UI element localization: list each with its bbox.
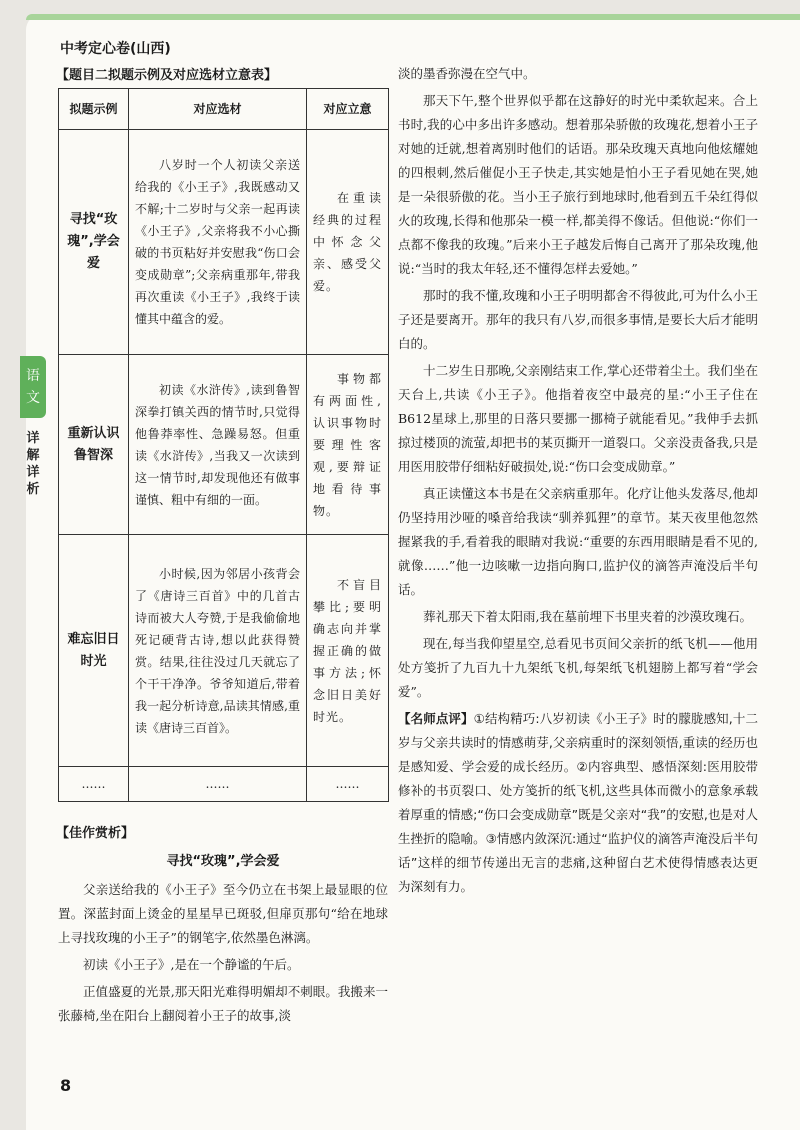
header-title: 中考定心卷(山西) [60, 41, 171, 57]
idea-cell: …… [307, 767, 389, 802]
material-cell: 八岁时一个人初读父亲送给我的《小王子》,我既感动又不解;十二岁时与父亲一起再读《小王子》,父亲将我不小心撕破的书页粘好并安慰我“伤口会变成勋章”;父亲病重那年,带我再次重读《小王子》,我终于读懂其中蕴含的爱。 [129, 130, 307, 355]
topic-cell: …… [59, 767, 129, 802]
essay-left-column [58, 846, 388, 1031]
subject-tab-char: 文 [26, 390, 40, 406]
table-row [59, 130, 389, 355]
subject-tab [20, 356, 46, 418]
essay-paragraph: 现在,每当我仰望星空,总看见书页间父亲折的纸飞机——他用处方笺折了九百九十九架纸飞机,每架纸飞机翅膀上都写着“学会爱”。 [398, 636, 758, 699]
top-accent-bar [26, 14, 800, 20]
material-cell: 初读《水浒传》,读到鲁智深拳打镇关西的情节时,只觉得他鲁莽率性、急躁易怒。但重读《水浒传》,当我又一次读到这一情节时,却发现他还有做事谨慎、粗中有细的一面。 [129, 355, 307, 535]
essay-right-column [398, 62, 758, 902]
idea-cell: 不盲目攀比;要明确志向并掌握正确的做事方法;怀念旧日美好时光。 [307, 535, 389, 767]
essay-paragraph: 真正读懂这本书是在父亲病重那年。化疗让他头发落尽,他却仍坚持用沙哑的嗓音给我读“驯养狐狸”的章节。某天夜里他忽然握紧我的手,看着我的眼睛对我说:“重要的东西用眼睛是看不见的,就像……”他一边咳嗽一边指向胸口,监护仪的滴答声淹没后半句话。 [398, 486, 758, 597]
table-row [59, 355, 389, 535]
side-label-char: 析 [26, 482, 40, 497]
essay-paragraph: 那时的我不懂,玫瑰和小王子明明都舍不得彼此,可为什么小王子还是要离开。那年的我只有八岁,而很多事情,是要长大后才能明白的。 [398, 288, 758, 351]
idea-cell: 事物都有两面性,认识事物时要理性客观,要辩证地看待事物。 [307, 355, 389, 535]
topic-cell: 重新认识鲁智深 [59, 355, 129, 535]
table-row [59, 767, 389, 802]
essay-paragraph: 初读《小王子》,是在一个静谧的午后。 [83, 957, 300, 972]
essay-paragraph: 正值盛夏的光景,那天阳光难得明媚却不刺眼。我搬来一张藤椅,坐在阳台上翻阅着小王子的故事,淡 [58, 984, 388, 1023]
table-row [59, 535, 389, 767]
side-label-char: 解 [26, 448, 40, 463]
teacher-comment [398, 707, 758, 899]
essay-paragraph: 淡的墨香弥漫在空气中。 [398, 66, 536, 81]
topic-table [58, 88, 389, 802]
essay-title: 寻找“玫瑰”,学会爱 [166, 854, 280, 869]
page-number: 8 [60, 1076, 72, 1095]
material-cell: …… [129, 767, 307, 802]
subject-tab-char: 语 [26, 368, 40, 384]
material-cell: 小时候,因为邻居小孩背会了《唐诗三百首》中的几首古诗而被大人夸赞,于是我偷偷地死记硬背古诗,想以此获得赞赏。结果,往往没过几天就忘了个干干净净。爷爷知道后,带着我一起分析诗意,品读其情感,重读《唐诗三百首》。 [129, 535, 307, 767]
side-label-char: 详 [26, 465, 40, 480]
essay-paragraph: 父亲送给我的《小王子》至今仍立在书架上最显眼的位置。深蓝封面上烫金的星星早已斑驳,但扉页那句“给在地球上寻找玫瑰的小王子”的钢笔字,依然墨色淋漓。 [58, 882, 388, 945]
topic-cell: 难忘旧日时光 [59, 535, 129, 767]
essay-paragraph: 葬礼那天下着太阳雨,我在墓前埋下书里夹着的沙漠玫瑰石。 [423, 609, 752, 624]
table-header-row [59, 89, 389, 130]
topic-cell: 寻找“玫瑰”,学会爱 [59, 130, 129, 355]
comment-text: ①结构精巧:八岁初读《小王子》时的朦胧感知,十二岁与父亲共读时的情感萌芽,父亲病重时的深刻领悟,重读的经历也是感知爱、学会爱的成长经历。②内容典型、感悟深刻:医用胶带修补的书页裂口、处方笺折的纸飞机,这些具体而微小的意象承载着厚重的情感;“伤口会变成勋章”既是父亲对“我”的安慰,也是对人生挫折的隐喻。③情感内敛深沉:通过“监护仪的滴答声淹没后半句话”这样的细节传递出无言的悲痛,这种留白艺术使得情感表达更为深刻有力。 [398, 711, 758, 894]
comment-label: 【名师点评】 [398, 711, 474, 726]
side-label-char: 详 [26, 431, 40, 446]
essay-paragraph: 十二岁生日那晚,父亲刚结束工作,掌心还带着尘土。我们坐在天台上,共读《小王子》。他指着夜空中最亮的星:“小王子住在B612星球上,那里的日落只要挪一挪椅子就能看见。”我伸手去抓掠过楼顶的流萤,却把书的某页撕开一道裂口。父亲没责备我,只是用医用胶带仔细粘好破损处,说:“伤口会变成勋章。” [398, 363, 758, 474]
table-header-cell: 对应选材 [129, 89, 307, 130]
table-header-cell: 对应立意 [307, 89, 389, 130]
section-title-table: 【题目二拟题示例及对应选材立意表】 [56, 68, 278, 83]
table-header-cell: 拟题示例 [59, 89, 129, 130]
side-label [22, 430, 44, 498]
section-title-essay: 【佳作赏析】 [56, 826, 135, 841]
essay-paragraph: 那天下午,整个世界似乎都在这静好的时光中柔软起来。合上书时,我的心中多出许多感动。想着那朵骄傲的玫瑰花,想着小王子对她的迁就,想着离别时他们的话语。那朵玫瑰天真地向他炫耀她的四根刺,然后催促小王子快走,其实她是怕小王子看见她在哭,她是一朵很骄傲的花。当小王子旅行到地球时,他看到五千朵红得似火的玫瑰,长得和他那朵一模一样,都美得不像话。但他说:“你们一点都不像我的玫瑰。”后来小王子越发后悔自己离开了那朵玫瑰,他说:“当时的我太年轻,还不懂得怎样去爱她。” [398, 93, 758, 276]
idea-cell: 在重读经典的过程中怀念父亲、感受父爱。 [307, 130, 389, 355]
